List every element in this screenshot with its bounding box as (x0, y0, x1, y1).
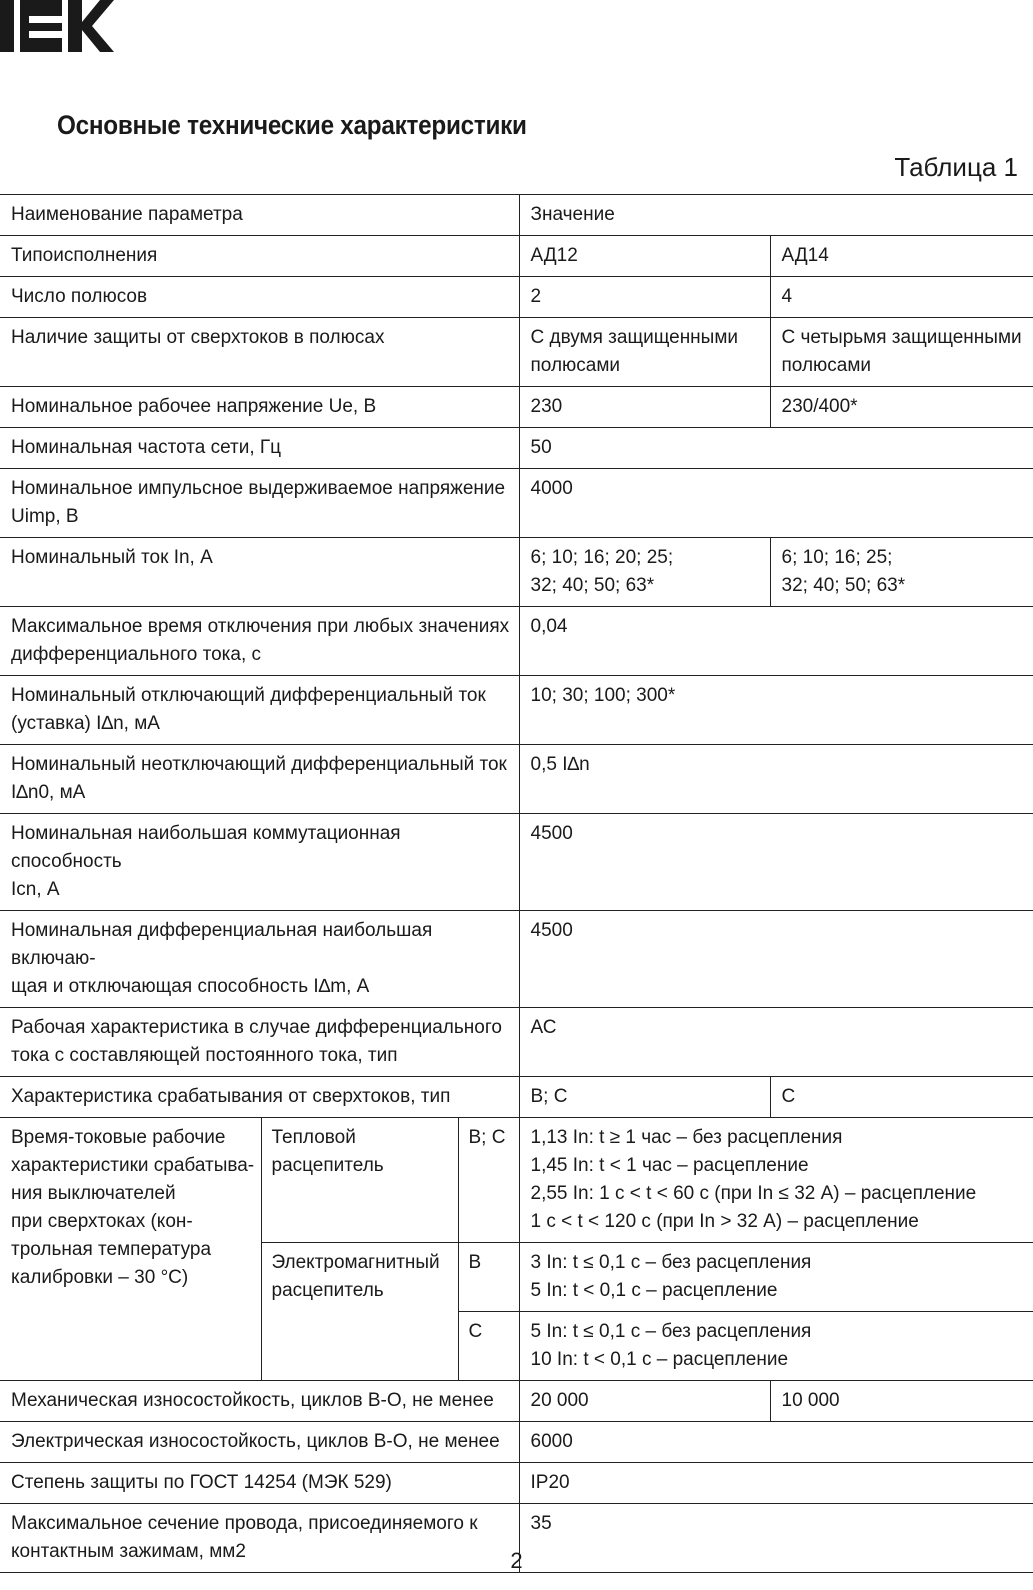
table-header-row (0, 195, 1033, 236)
value-cell: IP20 (519, 1463, 1033, 1504)
table-row (0, 318, 1033, 387)
table-row (0, 1381, 1033, 1422)
value-cell: 10; 30; 100; 300* (519, 676, 1033, 745)
param-cell: Номинальное импульсное выдерживаемое напряжение Uimp, В (0, 469, 519, 538)
magnetic-release-value-c: 5 In: t ≤ 0,1 c – без расцепления 10 In: t < 0,1 c – расцепление (519, 1312, 1033, 1381)
param-cell: Число полюсов (0, 277, 519, 318)
value-cell-ad12: 2 (519, 277, 770, 318)
table-row (0, 387, 1033, 428)
table-row (0, 428, 1033, 469)
table-row (0, 814, 1033, 911)
param-cell: Характеристика срабатывания от сверхтоков, тип (0, 1077, 519, 1118)
table-row (0, 1422, 1033, 1463)
value-cell: 0,5 I∆n (519, 745, 1033, 814)
value-cell-ad12: 230 (519, 387, 770, 428)
header-value: Значение (519, 195, 1033, 236)
param-cell: Типоисполнения (0, 236, 519, 277)
value-cell-ad12: 20 000 (519, 1381, 770, 1422)
table-row (0, 1008, 1033, 1077)
value-cell-ad12: В; С (519, 1077, 770, 1118)
thermal-release-type: В; С (458, 1118, 519, 1243)
param-cell: Максимальное время отключения при любых значениях дифференциального тока, с (0, 607, 519, 676)
specifications-table (0, 194, 1033, 1573)
value-cell-ad12: С двумя защищенными полюсами (519, 318, 770, 387)
value-cell: 4500 (519, 814, 1033, 911)
value-cell-ad14: 6; 10; 16; 25; 32; 40; 50; 63* (770, 538, 1033, 607)
param-cell: Электрическая износостойкость, циклов В-О, не менее (0, 1422, 519, 1463)
value-cell: 6000 (519, 1422, 1033, 1463)
magnetic-release-type-c: С (458, 1312, 519, 1381)
value-cell-ad12: АД12 (519, 236, 770, 277)
page-number: 2 (510, 1548, 523, 1573)
table-row (0, 676, 1033, 745)
value-cell-ad14: 230/400* (770, 387, 1033, 428)
table-row (0, 745, 1033, 814)
magnetic-release-value-b: 3 In: t ≤ 0,1 c – без расцепления 5 In: t < 0,1 c – расцепление (519, 1243, 1033, 1312)
table-label: Таблица 1 (894, 152, 1018, 182)
page-title: Основные технические характеристики (57, 110, 527, 140)
table-row (0, 1118, 1033, 1243)
value-cell: 4500 (519, 911, 1033, 1008)
param-cell: Номинальный отключающий дифференциальный ток (уставка) I∆n, мА (0, 676, 519, 745)
param-cell: Номинальный неотключающий дифференциальный ток I∆n0, мА (0, 745, 519, 814)
value-cell: АС (519, 1008, 1033, 1077)
value-cell-ad14: С четырьмя защищенными полюсами (770, 318, 1033, 387)
value-cell-ad14: 4 (770, 277, 1033, 318)
value-cell: 0,04 (519, 607, 1033, 676)
param-cell: Степень защиты по ГОСТ 14254 (МЭК 529) (0, 1463, 519, 1504)
table-row (0, 607, 1033, 676)
value-cell-ad14: 10 000 (770, 1381, 1033, 1422)
param-cell: Номинальная дифференциальная наибольшая включаю- щая и отключающая способность I∆m, А (0, 911, 519, 1008)
param-cell: Механическая износостойкость, циклов В-О, не менее (0, 1381, 519, 1422)
table-row (0, 1463, 1033, 1504)
param-cell: Номинальное рабочее напряжение Ue, В (0, 387, 519, 428)
magnetic-release-type-b: В (458, 1243, 519, 1312)
value-cell: 4000 (519, 469, 1033, 538)
param-cell: Максимальное сечение провода, присоединяемого к контактным зажимам, мм2 (0, 1504, 519, 1573)
table-row (0, 1077, 1033, 1118)
value-cell-ad14: АД14 (770, 236, 1033, 277)
magnetic-release-label: Электромагнитный расцепитель (261, 1243, 458, 1381)
header-param: Наименование параметра (0, 195, 519, 236)
param-cell: Номинальный ток In, А (0, 538, 519, 607)
param-cell: Рабочая характеристика в случае дифференциального тока с составляющей постоянного тока, тип (0, 1008, 519, 1077)
value-cell: 50 (519, 428, 1033, 469)
param-cell: Номинальная частота сети, Гц (0, 428, 519, 469)
table-row (0, 538, 1033, 607)
table-row (0, 236, 1033, 277)
value-cell-ad14: С (770, 1077, 1033, 1118)
table-row (0, 277, 1033, 318)
table-row (0, 911, 1033, 1008)
table-row (0, 469, 1033, 538)
param-cell: Наличие защиты от сверхтоков в полюсах (0, 318, 519, 387)
iek-logo (0, 0, 114, 52)
thermal-release-label: Тепловой расцепитель (261, 1118, 458, 1243)
param-cell: Номинальная наибольшая коммутационная способность Icn, А (0, 814, 519, 911)
value-cell-ad12: 6; 10; 16; 20; 25; 32; 40; 50; 63* (519, 538, 770, 607)
thermal-release-value: 1,13 In: t ≥ 1 час – без расцепления 1,45 In: t < 1 час – расцепление 2,55 In: 1 c < t < 60 c (при In ≤ 32 А) – расцепление 1 c < t < 120 c (при In > 32 А) – расцепление (519, 1118, 1033, 1243)
time-current-param-cell: Время-токовые рабочие характеристики срабатыва- ния выключателей при сверхтоках (кон- трольная температура калибровки – 30 °С) (0, 1118, 261, 1381)
value-cell: 35 (519, 1504, 1033, 1573)
